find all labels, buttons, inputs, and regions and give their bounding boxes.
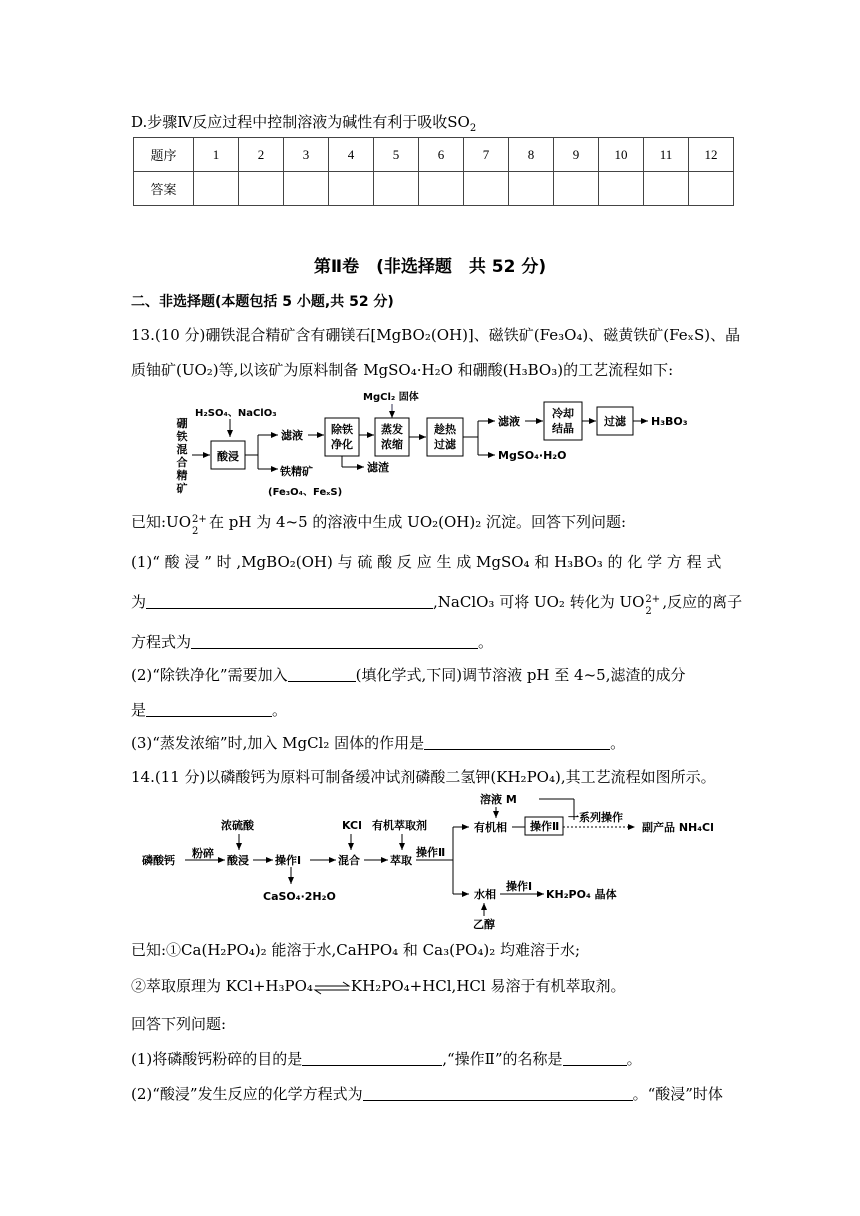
q13-known: 已知:UO 2+ 2 在 pH 为 4~5 的溶液中生成 UO₂(OH)₂ 沉淀。回答下列问题: <box>131 513 627 537</box>
svg-text:铁: 铁 <box>176 430 188 443</box>
filtrate-label: 滤液 <box>281 429 303 442</box>
answer-table-header-row <box>134 138 734 172</box>
process-flow-diagram-1 <box>170 385 710 500</box>
flow2-extract: 萃取 <box>390 854 412 867</box>
answer-cell[interactable] <box>464 172 509 206</box>
q13-part1-line2: 为 ,NaClO₃ 可将 UO₂ 转化为 UO 2+ 2 ,反应的离子 <box>131 593 743 617</box>
mgso4-product: MgSO₄·H₂O <box>498 449 567 462</box>
answer-blank[interactable] <box>302 1050 442 1066</box>
q13-part2-line1: (2)“除铁净化”需要加入 (填化学式,下同)调节溶液 pH 至 4~5,滤渣的成分 <box>131 666 686 684</box>
answer-blank[interactable] <box>563 1050 627 1066</box>
flow2-kcl: KCl <box>342 819 362 832</box>
answer-blank[interactable] <box>146 593 433 609</box>
answer-table <box>133 137 734 206</box>
q13-part1-line3: 方程式为 。 <box>131 633 494 651</box>
q14-known2: ②萃取原理为 KCl+H₃PO₄ KH₂PO₄+HCl,HCl 易溶于有机萃取剂。 <box>131 977 626 995</box>
answer-table-header-label: 题序 <box>134 138 194 172</box>
svg-text:趁热: 趁热 <box>434 423 456 436</box>
section-title: 第Ⅱ卷 (非选择题 共 52 分) <box>313 257 547 277</box>
boric-acid-product: H₃BO₃ <box>651 415 688 428</box>
flow2-op1: 操作Ⅰ <box>275 854 302 867</box>
answer-cell[interactable] <box>509 172 554 206</box>
answer-blank[interactable] <box>288 666 356 682</box>
answer-cell[interactable] <box>419 172 464 206</box>
answer-number: 3 <box>284 138 329 172</box>
answer-number: 4 <box>329 138 374 172</box>
q14-part1: (1)将磷酸钙粉碎的目的是 ,“操作Ⅱ”的名称是 。 <box>131 1050 642 1068</box>
answer-cell[interactable] <box>689 172 734 206</box>
flow2-caso4: CaSO₄·2H₂O <box>263 890 336 903</box>
svg-text:浓缩: 浓缩 <box>381 438 403 451</box>
answer-blank[interactable] <box>191 633 478 649</box>
answer-cell[interactable] <box>284 172 329 206</box>
ore-label <box>176 416 188 495</box>
mgcl2-label: MgCl₂ 固体 <box>363 392 419 403</box>
answer-table-answer-row <box>134 172 734 206</box>
q13-line1: 13.(10 分)硼铁混合精矿含有硼镁石[MgBO₂(OH)]、磁铁矿(Fe₃O₄)、磁黄铁矿(FeₓS)、晶 <box>131 326 741 344</box>
svg-text:混: 混 <box>176 443 188 456</box>
flow2-start: 磷酸钙 <box>142 854 175 867</box>
svg-text:精: 精 <box>176 469 188 482</box>
q14-line1: 14.(11 分)以磷酸钙为原料可制备缓冲试剂磷酸二氢钾(KH₂PO₄),其工艺流程如图所示。 <box>131 768 716 786</box>
flow2-organic-phase: 有机相 <box>474 821 507 834</box>
answer-table-answer-label: 答案 <box>134 172 194 206</box>
flow2-crush: 粉碎 <box>192 847 214 860</box>
answer-cell[interactable] <box>239 172 284 206</box>
residue-label: 滤渣 <box>367 461 389 474</box>
reversible-arrow-icon <box>313 980 351 994</box>
svg-text:除铁: 除铁 <box>331 423 353 436</box>
svg-text:蒸发: 蒸发 <box>381 423 403 436</box>
answer-number: 9 <box>554 138 599 172</box>
flow2-kh2po4: KH₂PO₄ 晶体 <box>546 888 617 901</box>
answer-blank[interactable] <box>424 734 610 750</box>
flow2-acid-leach: 酸浸 <box>227 854 249 867</box>
part-heading: 二、非选择题(本题包括 5 小题,共 52 分) <box>131 294 394 310</box>
svg-text:矿: 矿 <box>176 482 188 495</box>
svg-text:过滤: 过滤 <box>434 438 456 451</box>
q13-part3: (3)“蒸发浓缩”时,加入 MgCl₂ 固体的作用是 。 <box>131 734 626 752</box>
flow2-conc-acid: 浓硫酸 <box>221 819 254 832</box>
q13-line2: 质铀矿(UO₂)等,以该矿为原料制备 MgSO₄·H₂O 和硼酸(H₃BO₃)的工艺流程如下: <box>131 361 674 379</box>
acid-leach-label: 酸浸 <box>217 450 239 463</box>
answer-cell[interactable] <box>329 172 374 206</box>
q13-part2-line2: 是 。 <box>131 701 288 719</box>
answer-cell[interactable] <box>599 172 644 206</box>
answer-number: 2 <box>239 138 284 172</box>
flow2-solution-m: 溶液 M <box>480 793 517 806</box>
answer-number: 1 <box>194 138 239 172</box>
q13-part1-line1: (1)“ 酸 浸 ” 时 ,MgBO₂(OH) 与 硫 酸 反 应 生 成 MgSO₄ 和 H₃BO₃ 的 化 学 方 程 式 <box>131 553 722 571</box>
flow2-organic-extractant: 有机萃取剂 <box>372 819 427 832</box>
filtrate2-label: 滤液 <box>498 415 520 428</box>
answer-cell[interactable] <box>554 172 599 206</box>
answer-number: 10 <box>599 138 644 172</box>
svg-text:结晶: 结晶 <box>552 422 574 435</box>
q14-prompt: 回答下列问题: <box>131 1015 227 1033</box>
answer-cell[interactable] <box>194 172 239 206</box>
answer-blank[interactable] <box>146 701 272 717</box>
iron-concentrate-label: 铁精矿 <box>280 465 313 478</box>
answer-blank[interactable] <box>363 1085 633 1101</box>
answer-cell[interactable] <box>374 172 419 206</box>
answer-number: 5 <box>374 138 419 172</box>
flow2-op2-organic: 操作Ⅱ <box>530 820 560 833</box>
svg-text:合: 合 <box>176 456 188 469</box>
q12-option-d: D.步骤Ⅳ反应过程中控制溶液为碱性有利于吸收$SO_2$ <box>131 113 477 134</box>
answer-number: 11 <box>644 138 689 172</box>
answer-cell[interactable] <box>644 172 689 206</box>
flow2-op2: 操作Ⅱ <box>416 846 446 859</box>
svg-text:净化: 净化 <box>331 438 353 451</box>
q14-part2: (2)“酸浸”发生反应的化学方程式为 。“酸浸”时体 <box>131 1085 723 1103</box>
answer-number: 6 <box>419 138 464 172</box>
flow2-ethanol: 乙醇 <box>473 918 495 930</box>
flow2-aqueous: 水相 <box>474 888 496 901</box>
q14-known1: 已知:①Ca(H₂PO₄)₂ 能溶于水,CaHPO₄ 和 Ca₃(PO₄)₂ 均难溶于水; <box>131 941 581 959</box>
svg-text:硼: 硼 <box>176 417 188 430</box>
flow2-byproduct: 副产品 NH₄Cl <box>642 821 714 834</box>
svg-text:过滤: 过滤 <box>604 415 626 428</box>
answer-number: 8 <box>509 138 554 172</box>
answer-number: 12 <box>689 138 734 172</box>
iron-concentrate-formula: (Fe₃O₄、FeₓS) <box>268 487 343 498</box>
process-flow-diagram-2 <box>140 790 730 930</box>
flow2-series-ops: 一系列操作 <box>568 811 623 824</box>
svg-text:冷却: 冷却 <box>552 407 574 420</box>
flow2-op1-aqueous: 操作Ⅰ <box>506 880 533 893</box>
reagent-label: H₂SO₄、NaClO₃ <box>195 408 277 419</box>
flow2-mix: 混合 <box>338 854 360 867</box>
answer-number: 7 <box>464 138 509 172</box>
